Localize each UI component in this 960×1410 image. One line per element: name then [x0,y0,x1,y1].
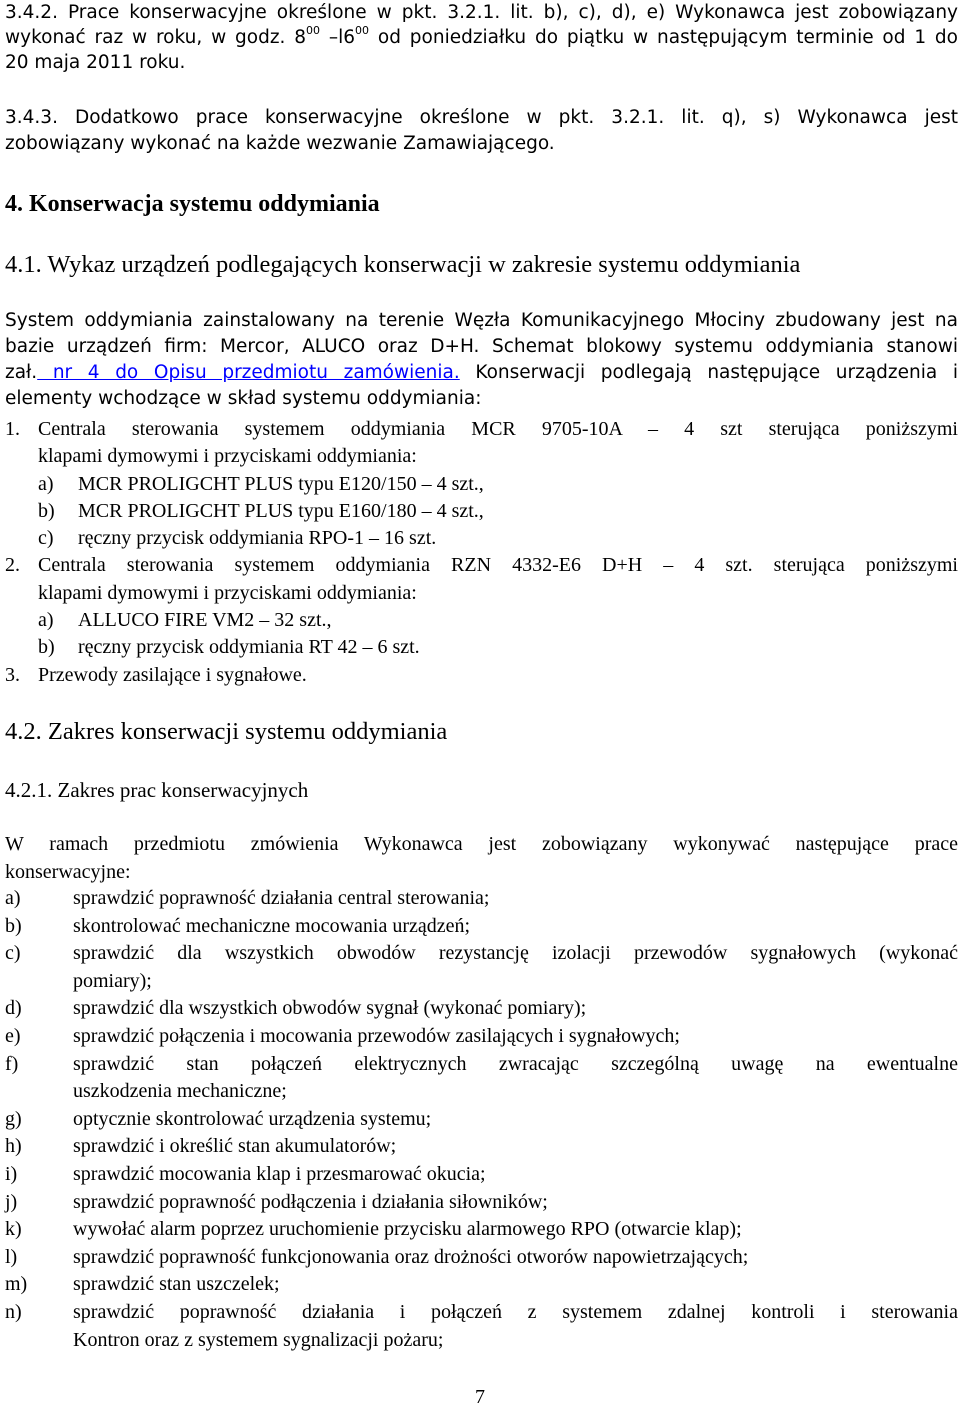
intro-line2: konserwacyjne: [5,861,131,883]
list-item: a) MCR PROLIGCHT PLUS typu E120/150 – 4 szt., [38,472,484,495]
list-item: 2. Centrala sterowania systemem oddymiania RZN 4332-E6 D+H – 4 szt. sterująca poniższymi klapami dymowymi i przyciskami oddymiania: a) ALLUCO FIRE VM2 – 32 szt., b) ręczny przycisk oddymiania RT 42 – 6 szt. [5,552,958,661]
section-3-4-2 [5,0,958,75]
list-item: b) MCR PROLIGCHT PLUS typu E160/180 – 4 szt., [38,499,484,522]
list-item: c) sprawdzić dla wszystkich obwodów rezystancję izolacji przewodów sygnałowych (wykonać pomiary); [5,942,958,992]
list-item: i) sprawdzić mocowania klap i przesmarować okucia; [5,1162,486,1185]
list-item: c) ręczny przycisk oddymiania RPO-1 – 16 szt. [38,527,437,550]
list-item: l) sprawdzić poprawność funkcjonowania oraz drożności otworów napowietrzających; [5,1245,749,1268]
heading-4-1: 4.1. Wykaz urządzeń podlegających konserwacji w zakresie systemu oddymiania [5,251,801,278]
list-item: m) sprawdzić stan uszczelek; [5,1273,280,1296]
list-item: a) ALLUCO FIRE VM2 – 32 szt., [38,609,332,632]
p343-line2: zobowiązany wykonać na każde wezwanie Zamawiającego. [5,133,555,154]
list-item: d) sprawdzić dla wszystkich obwodów sygnał (wykonać pomiary); [5,997,587,1020]
p41-line1: System oddymiania zainstalowany na terenie Węzła Komunikacyjnego Młociny zbudowany jest na [5,310,958,331]
list-item: 1. Centrala sterowania systemem oddymiania MCR 9705-10A – 4 szt sterująca poniższymi klapami dymowymi i przyciskami oddymiania: a) MCR PROLIGCHT PLUS typu E120/150 – 4 szt., b) MCR PROLIGCHT PLUS typu E160/180 – 4 szt., c) ręczny przycisk oddymiania RPO-1 – 16 szt. [5,416,958,552]
heading-4-2: 4.2. Zakres konserwacji systemu oddymiania [5,718,448,745]
heading-4-2-1: 4.2.1. Zakres prac konserwacyjnych [5,778,309,802]
intro-paragraph [5,830,958,886]
list-item: 3. Przewody zasilające i sygnałowe. [5,663,307,686]
task-list [5,885,958,1354]
page-number: 7 [475,1386,485,1408]
heading-4: 4. Konserwacja systemu oddymiania [5,191,380,217]
list-item: g) optycznie skontrolować urządzenia systemu; [5,1107,432,1130]
p41-line2: bazie urządzeń firm: Mercor, ALUCO oraz D+H. Schemat blokowy systemu oddymiania stanowi [5,336,958,357]
p41-line3: zał. nr 4 do Opisu przedmiotu zamówienia. Konserwacji podlegają następujące urządzenia i [5,362,958,383]
attachment-link[interactable]: nr 4 do Opisu przedmiotu zamówienia. [37,362,460,383]
section-3-4-3 [5,105,958,157]
list-item: j) sprawdzić poprawność podłączenia i działania siłowników; [5,1190,548,1213]
list-item: b) skontrolować mechaniczne mocowania urządzeń; [5,914,471,937]
list-item: k) wywołać alarm poprzez uruchomienie przycisku alarmowego RPO (otwarcie klap); [5,1218,742,1241]
p343-line1: 3.4.3. Dodatkowo prace konserwacyjne określone w pkt. 3.2.1. lit. q), s) Wykonawca jest [5,107,958,128]
section-4-1-paragraph [5,308,958,412]
p342-line2: wykonać raz w roku, w godz. $8^{00}$ $-l6^{00}$ od poniedziałku do piątku w następującym terminie od 1 do [5,24,958,48]
list-item: e) sprawdzić połączenia i mocowania przewodów zasilających i sygnałowych; [5,1024,680,1047]
p41-line4: elementy wchodzące w skład systemu oddymiania: [5,388,482,409]
list-item: a) sprawdzić poprawność działania central sterowania; [5,887,490,909]
p342-line1: 3.4.2. Prace konserwacyjne określone w pkt. 3.2.1. lit. b), c), d), e) Wykonawca jest zobowiązany [5,2,958,23]
p342-line3: 20 maja 2011 roku. [5,52,186,73]
list-item: n) sprawdzić poprawność działania i połączeń z systemem zdalnej kontroli i sterowania Kontron oraz z systemem sygnalizacji pożaru; [5,1300,958,1351]
list-item: b) ręczny przycisk oddymiania RT 42 – 6 szt. [38,636,420,659]
intro-line1: W ramach przedmiotu zmówienia Wykonawca jest zobowiązany wykonywać następujące prace [5,833,958,855]
list-item: f) sprawdzić stan połączeń elektrycznych zwracając szczególną uwagę na ewentualne uszkodzenia mechaniczne; [5,1052,958,1103]
device-list [5,416,958,689]
list-item: h) sprawdzić i określić stan akumulatorów; [5,1135,397,1158]
